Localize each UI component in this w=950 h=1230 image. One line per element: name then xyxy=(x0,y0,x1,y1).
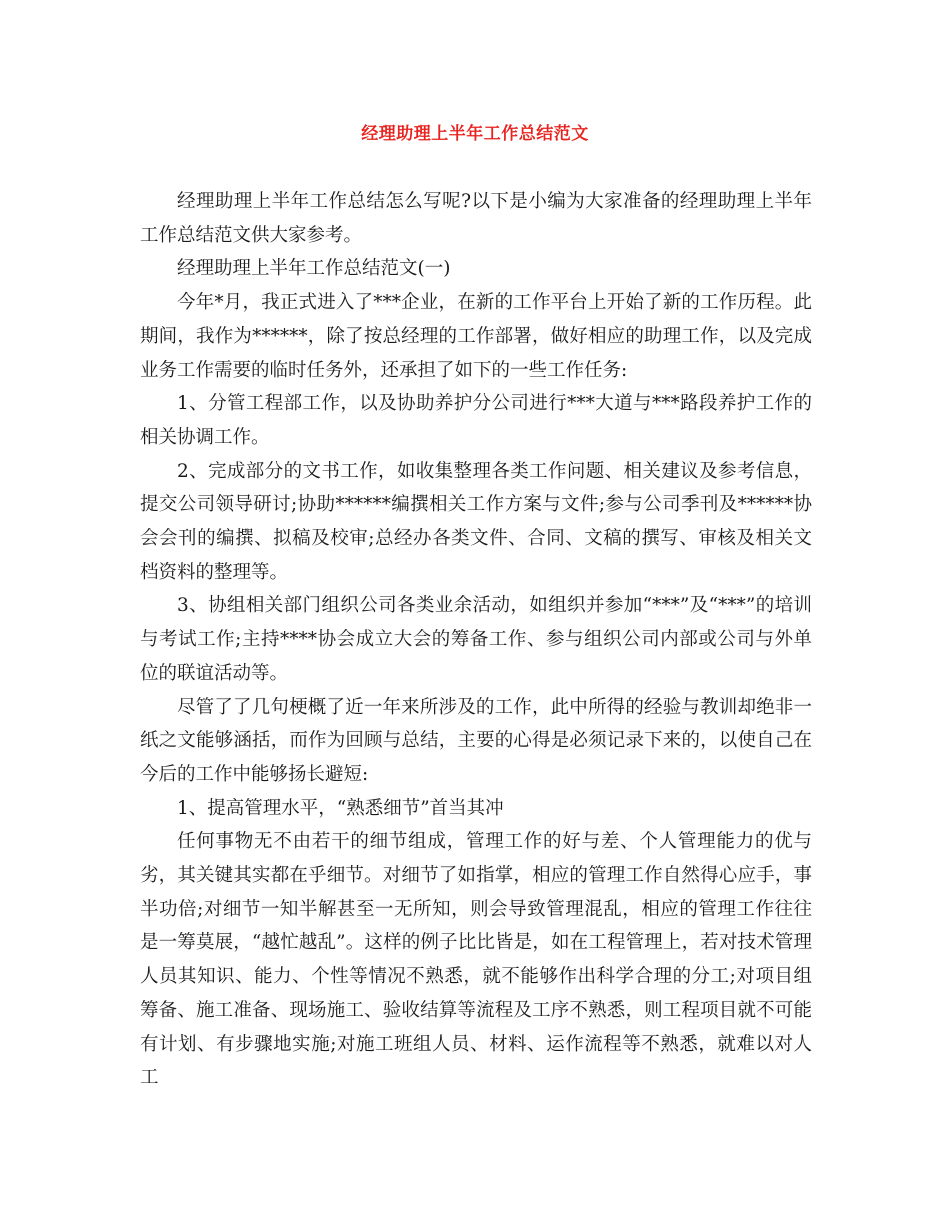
paragraph-task-3: 3、协组相关部门组织公司各类业余活动，如组织并参加“***”及“***”的培训与考试工作;主持****协会成立大会的筹备工作、参与组织公司内部或公司与外单位的联谊活动等。 xyxy=(140,595,812,684)
document-body xyxy=(140,185,812,1095)
paragraph-intro: 经理助理上半年工作总结怎么写呢?以下是小编为大家准备的经理助理上半年工作总结范文供大家参考。 xyxy=(140,191,812,246)
paragraph-task-1: 1、分管工程部工作，以及协助养护分公司进行***大道与***路段养护工作的相关协调工作。 xyxy=(140,393,812,448)
paragraph-heading-1: 1、提高管理水平，“熟悉细节”首当其冲 xyxy=(177,797,504,819)
paragraph-subtitle: 经理助理上半年工作总结范文(一) xyxy=(177,258,451,280)
paragraph-reflection: 尽管了了几句梗概了近一年来所涉及的工作，此中所得的经验与教训却绝非一纸之文能够涵括，而作为回顾与总结，主要的心得是必须记录下来的，以使自己在今后的工作中能够扬长避短: xyxy=(140,696,812,785)
paragraph-details: 任何事物无不由若干的细节组成，管理工作的好与差、个人管理能力的优与劣，其关键其实都在乎细节。对细节了如指掌，相应的管理工作自然得心应手，事半功倍;对细节一知半解甚至一无所知，则会导致管理混乱，相应的管理工作往往是一筹莫展，“越忙越乱”。这样的例子比比皆是，如在工程管理上，若对技术管理人员其知识、能力、个性等情况不熟悉，就不能够作出科学合理的分工;对项目组筹备、施工准备、现场施工、验收结算等流程及工序不熟悉，则工程项目就不可能有计划、有步骤地实施;对施工班组人员、材料、运作流程等不熟悉，就难以对人工 xyxy=(140,831,812,1089)
paragraph-task-2: 2、完成部分的文书工作，如收集整理各类工作问题、相关建议及参考信息，提交公司领导研讨;协助******编撰相关工作方案与文件;参与公司季刊及******协会会刊的编撰、拟稿及校审;总经办各类文件、合同、文稿的撰写、审核及相关文档资料的整理等。 xyxy=(140,460,812,583)
paragraph-background: 今年*月，我正式进入了***企业，在新的工作平台上开始了新的工作历程。此期间，我作为******，除了按总经理的工作部署，做好相应的助理工作，以及完成业务工作需要的临时任务外，还承担了如下的一些工作任务: xyxy=(140,292,812,381)
document-title: 经理助理上半年工作总结范文 xyxy=(361,124,589,144)
